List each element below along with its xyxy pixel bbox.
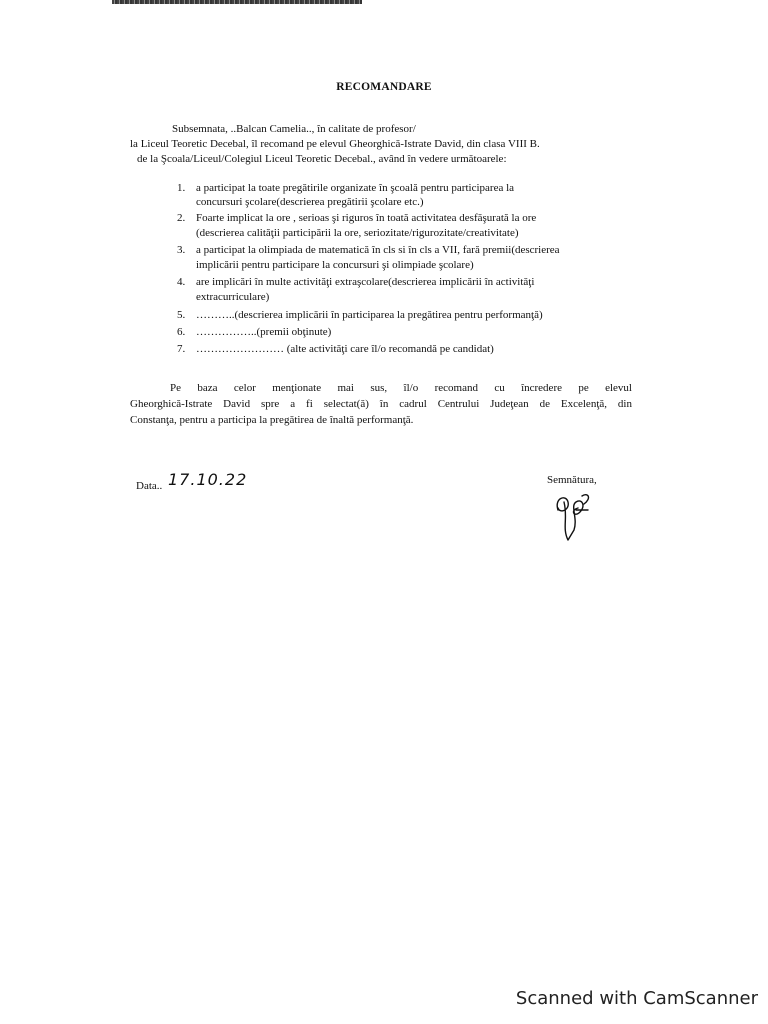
intro-line-1: Subsemnata, ..Balcan Camelia.., în calitate de profesor/ bbox=[172, 123, 416, 135]
list-item-number: 6. bbox=[177, 326, 186, 338]
list-item-number: 7. bbox=[177, 343, 186, 355]
list-item-text: a participat la olimpiada de matematică în cls si în cls a VII, fară premii(descrierea bbox=[196, 244, 560, 256]
handwritten-signature bbox=[548, 488, 598, 548]
document-title: RECOMANDARE bbox=[336, 81, 432, 93]
list-item-number: 2. bbox=[177, 212, 186, 224]
list-item-text: a participat la toate pregătirile organizate în şcoală pentru participarea la bbox=[196, 182, 515, 194]
list-item-text: ………..(descrierea implicării în participarea la pregătirea pentru performanţă) bbox=[196, 309, 543, 321]
list-item-number: 4. bbox=[177, 276, 186, 288]
list-item-text: …………………… (alte activităţi care îl/o recomandă pe candidat) bbox=[196, 343, 494, 355]
scanner-watermark: Scanned with CamScanner bbox=[515, 988, 758, 1009]
list-item-number: 1. bbox=[177, 182, 186, 194]
intro-line-3: de la Şcoala/Liceul/Colegiul Liceul Teoretic Decebal., având în vedere următoarele: bbox=[137, 153, 507, 165]
list-item-number: 5. bbox=[177, 309, 186, 321]
signature-label: Semnătura, bbox=[547, 474, 597, 486]
list-item-text: extracurriculare) bbox=[196, 291, 270, 303]
list-item-text: Foarte implicat la ore , serioas şi riguros în toată activitatea desfăşurată la ore bbox=[196, 212, 537, 224]
closing-line-3: Constanţa, pentru a participa la pregătirea de înaltă performanţă. bbox=[130, 414, 414, 426]
closing-line-2: Gheorghică-Istrate David spre a fi selectat(ă) în cadrul Centrului Judeţean de Excelenţă, din bbox=[130, 398, 632, 410]
list-item-number: 3. bbox=[177, 244, 186, 256]
date-label: Data.. bbox=[136, 480, 163, 492]
list-item-text: (descrierea calităţii participării la ore, seriozitate/rigurozitate/creativitate) bbox=[196, 227, 519, 239]
closing-line-1: Pe baza celor menţionate mai sus, îl/o recomand cu încredere pe elevul bbox=[170, 382, 632, 394]
list-item-text: ……………..(premii obţinute) bbox=[196, 326, 332, 338]
list-item-text: are implicări în multe activităţi extraşcolare(descrierea implicării în activităţi bbox=[196, 276, 535, 288]
list-item-text: concursuri şcolare(descrierea pregătirii şcolare etc.) bbox=[196, 196, 424, 208]
intro-line-2: la Liceul Teoretic Decebal, îl recomand pe elevul Gheorghică-Istrate David, din clasa VIII B. bbox=[130, 138, 540, 150]
list-item-text: implicării pentru participare la concursuri şi olimpiade şcolare) bbox=[196, 259, 474, 271]
scan-edge-artifact bbox=[112, 0, 362, 4]
handwritten-date: 17.10.22 bbox=[168, 470, 248, 489]
